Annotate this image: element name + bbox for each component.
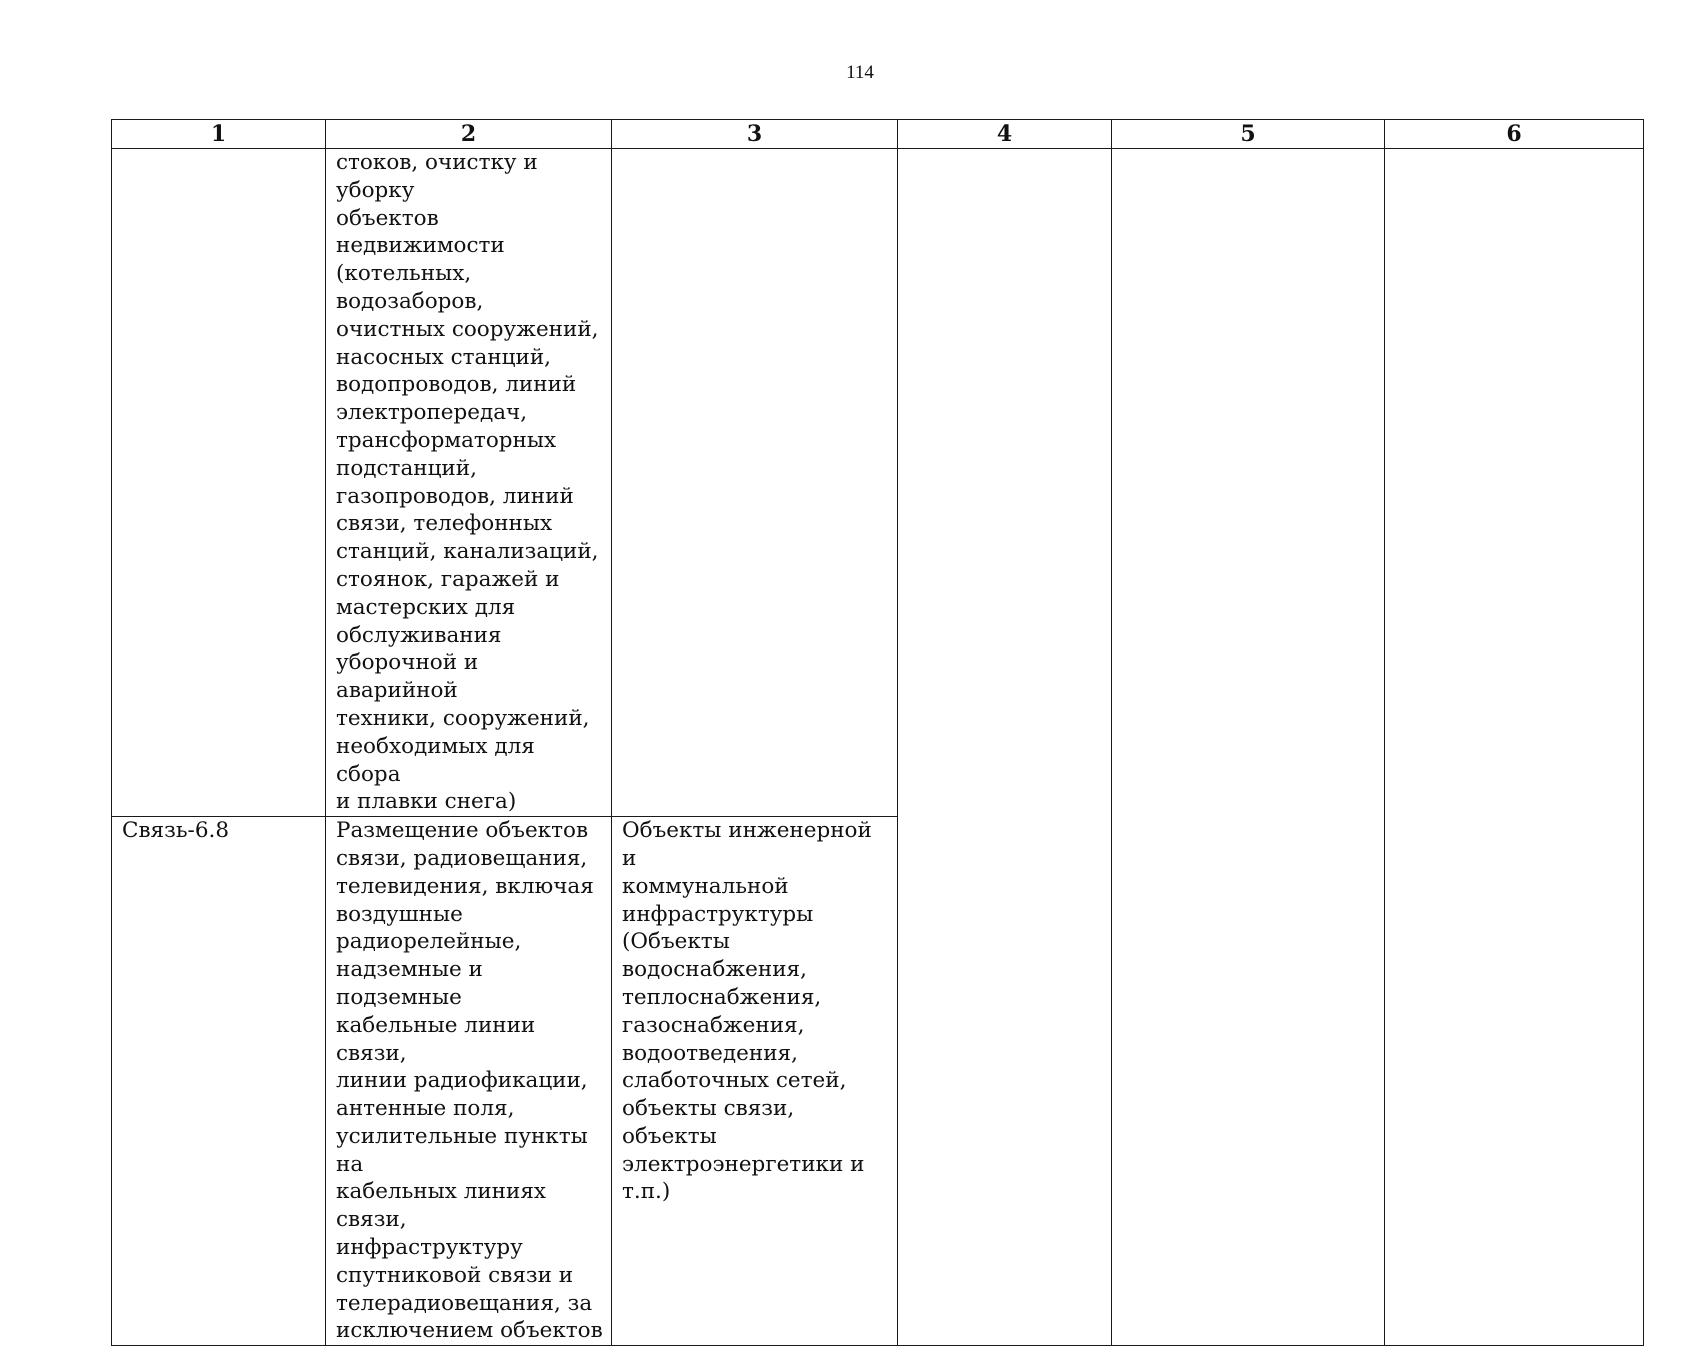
table-row xyxy=(112,149,1644,817)
column-header-4: 4 xyxy=(898,120,1112,149)
page-number: 114 xyxy=(846,62,874,83)
col5-merged-cell xyxy=(1112,149,1385,1346)
row1-col3-cell xyxy=(612,149,898,817)
row1-col2-cell: стоков, очистку и уборку объектов недвижимости (котельных, водозаборов, очистных сооружений, насосных станций, водопроводов, линий электропередач, трансформаторных подстанций, газопроводов, линий связи, телефонных станций, канализаций, стоянок, гаражей и мастерских для обслуживания уборочной и аварийной техники, сооружений, необходимых для сбора и плавки снега) xyxy=(326,149,612,817)
row2-col1-cell: Связь-6.8 xyxy=(112,817,326,1346)
table-header-row xyxy=(112,120,1644,149)
column-header-3: 3 xyxy=(612,120,898,149)
row2-col3-cell: Объекты инженерной и коммунальной инфраструктуры (Объекты водоснабжения, теплоснабжения, газоснабжения, водоотведения, слаботочных сетей, объекты связи, объекты электроэнергетики и т.п.) xyxy=(612,817,898,1346)
row2-col2-cell: Размещение объектов связи, радиовещания, телевидения, включая воздушные радиорелейные, надземные и подземные кабельные линии связи, линии радиофикации, антенные поля, усилительные пункты на кабельных линиях связи, инфраструктуру спутниковой связи и телерадиовещания, за исключением объектов xyxy=(326,817,612,1346)
col6-merged-cell xyxy=(1385,149,1644,1346)
column-header-2: 2 xyxy=(326,120,612,149)
column-header-5: 5 xyxy=(1112,120,1385,149)
land-use-table xyxy=(111,119,1644,1346)
row1-col1-cell xyxy=(112,149,326,817)
column-header-6: 6 xyxy=(1385,120,1644,149)
col4-merged-cell xyxy=(898,149,1112,1346)
column-header-1: 1 xyxy=(112,120,326,149)
